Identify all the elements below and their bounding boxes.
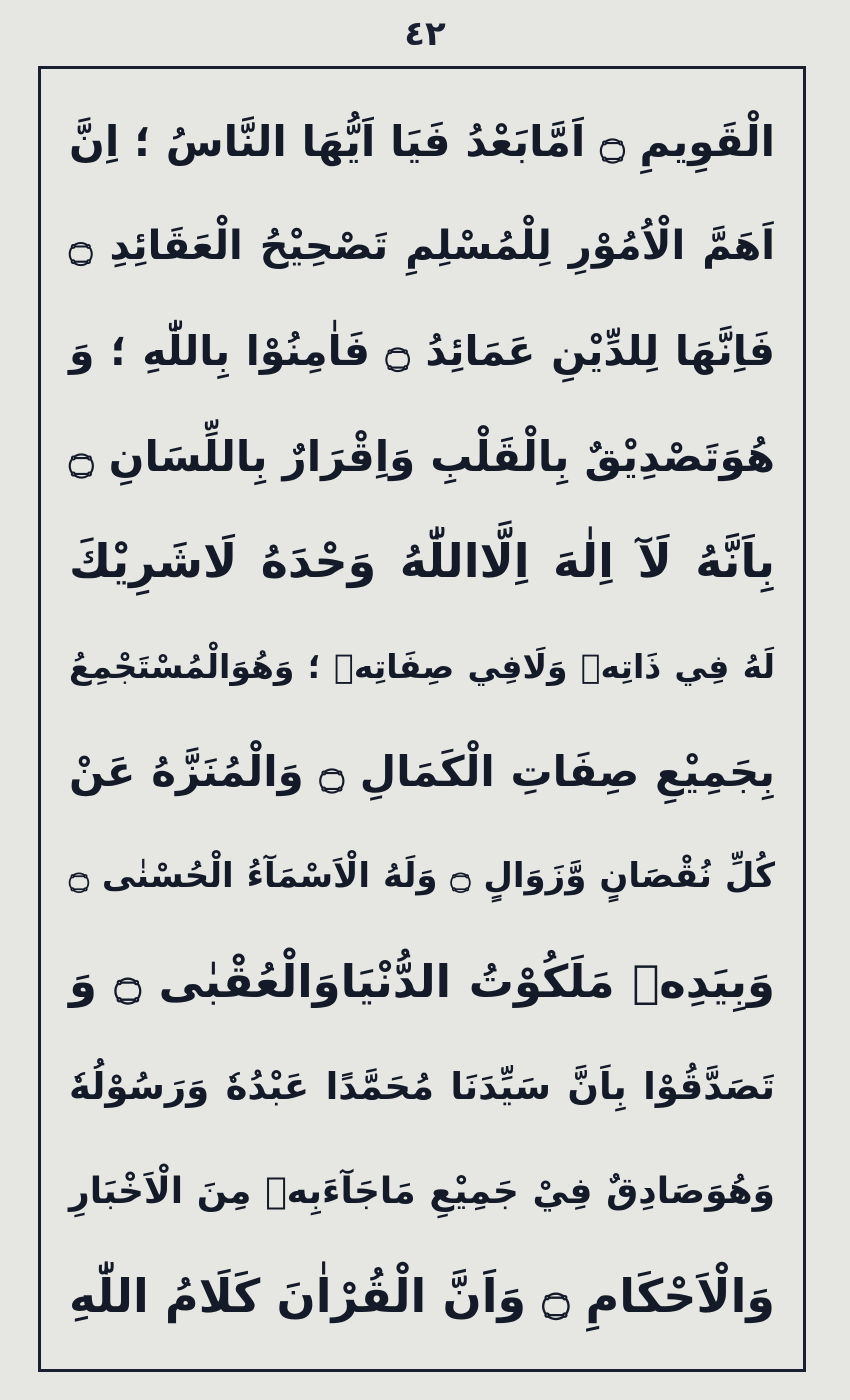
text-body [41,89,803,1359]
text-line: وَالْاَحْكَامِ ۝ وَاَنَّ الْقُرْاٰنَ كَلَامُ اللّٰهِ [69,1269,775,1323]
text-line: هُوَتَصْدِيْقٌ بِالْقَلْبِ وَاِقْرَارٌ بِاللِّسَانِ ۝ [69,432,775,481]
text-line: كُلِّ نُقْصَانٍ وَّزَوَالٍ ۝ وَلَهُ الْاَسْمَآءُ الْحُسْنٰى ۝ [69,856,775,896]
text-border-frame [38,66,806,1372]
text-line: وَبِيَدِهٖ مَلَكُوْتُ الدُّنْيَاوَالْعُقْبٰى ۝ وَ [69,955,776,1008]
text-line: فَاِنَّهَا لِلدِّيْنِ عَمَائِدُ ۝ فَاٰمِنُوْا بِاللّٰهِ ؛ وَ [69,327,775,375]
text-line: وَهُوَصَادِقٌ فِيْ جَمِيْعِ مَاجَآءَبِهٖ مِنَ الْاَخْبَارِ [69,1171,775,1212]
page-number: ٤٢ [404,14,446,54]
text-line: تَصَدَّقُوْا بِاَنَّ سَيِّدَنَا مُحَمَّدًا عَبْدُهٗ وَرَسُوْلُهٗ [69,1065,775,1108]
text-line: الْقَوِيمِ ۝ اَمَّابَعْدُ فَيَا اَيُّهَا النَّاسُ ؛ اِنَّ [69,117,775,166]
text-line: بِجَمِيْعِ صِفَاتِ الْكَمَالِ ۝ وَالْمُنَزَّهُ عَنْ [69,747,775,796]
text-line: لَهُ فِي ذَاتِهٖ وَلَافِي صِفَاتِهٖ ؛ وَهُوَالْمُسْتَجْمِعُ [69,647,775,686]
text-line: بِاَنَّهُ لَآ اِلٰهَ اِلَّااللّٰهُ وَحْدَهُ لَاشَرِيْكَ [69,534,775,588]
text-line: اَهَمَّ الْاُمُوْرِ لِلْمُسْلِمِ تَصْحِيْحُ الْعَقَائِدِ ۝ [69,223,775,269]
